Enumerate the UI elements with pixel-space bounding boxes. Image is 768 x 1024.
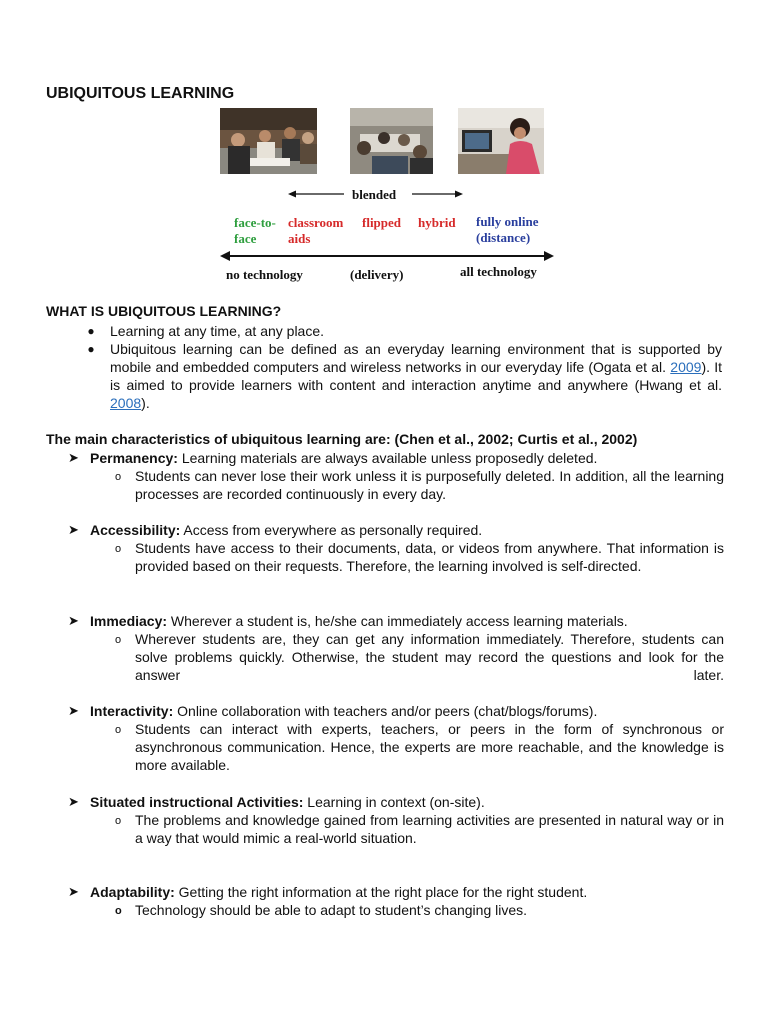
mode-flipped: flipped bbox=[362, 215, 402, 230]
axis-delivery: (delivery) bbox=[350, 267, 404, 282]
circle-bullet-icon: o bbox=[115, 543, 122, 555]
arrow-bullet-icon: ➤ bbox=[68, 703, 79, 718]
characteristic-permanency: ➤ Permanency: Learning materials are always available unless proposedly deleted. o Students can never lose their work unless it is purposefully deleted. In addition, all the learning processes are recorded continuously in every day. bbox=[68, 450, 724, 502]
mode-face-to-face: face-to- face bbox=[234, 215, 276, 246]
circle-bullet-icon: o bbox=[115, 471, 122, 483]
characteristic-immediacy: ➤ Immediacy: Wherever a student is, he/she can immediately access learning materials. o Wherever students are, they can get any information immediately. Therefore, students can solve problems quickly. Otherwise, the student may record the questions and look for the answer later. bbox=[68, 613, 724, 683]
axis-all-technology: all technology bbox=[460, 264, 537, 279]
mode-hybrid: hybrid bbox=[418, 215, 456, 230]
characteristic-adaptability: ➤ Adaptability: Getting the right information at the right place for the right student. o Technology should be able to adapt to student’s changing lives. bbox=[68, 884, 588, 918]
characteristics-heading: The main characteristics of ubiquitous learning are: (Chen et al., 2002; Curtis et al., 2002) bbox=[46, 431, 638, 447]
circle-bullet-icon: o bbox=[115, 634, 122, 646]
axis-no-technology: no technology bbox=[226, 267, 303, 282]
list-item: ● Ubiquitous learning can be defined as an everyday learning environment that is supported by mobile and embedded computers and wireless networks in our everyday life (Ogata et al. 2009). It is aimed to provide learners with content and interaction anytime and anywhere (Hwang et al. 2008). bbox=[110, 340, 722, 412]
bullet-dot-icon: ● bbox=[87, 342, 95, 356]
characteristic-interactivity: ➤ Interactivity: Online collaboration with teachers and/or peers (chat/blogs/forums). o Students can interact with experts, teachers, or peers in the form of synchronous or asynchronous communication. Hence, the experts are more reachable, and the knowledge is more available. bbox=[68, 703, 724, 773]
classroom-photo-1 bbox=[220, 108, 317, 174]
student-computer-photo bbox=[458, 108, 544, 174]
blended-label: blended bbox=[352, 187, 397, 202]
arrow-bullet-icon: ➤ bbox=[68, 794, 79, 809]
bullet-dot-icon: ● bbox=[87, 324, 95, 338]
arrow-bullet-icon: ➤ bbox=[68, 450, 79, 465]
characteristic-accessibility: ➤ Accessibility: Access from everywhere as personally required. o Students have access to their documents, data, or videos from anywhere. That information is provided based on their requests. Therefore, the learning involved is self-directed. bbox=[68, 522, 724, 574]
list-item: ● Learning at any time, at any place. bbox=[110, 322, 722, 340]
mode-fully-online: fully online (distance) bbox=[476, 214, 539, 245]
circle-bullet-icon: o bbox=[115, 724, 122, 736]
circle-bullet-icon: o bbox=[115, 905, 122, 917]
what-is-bullet-list bbox=[87, 322, 722, 412]
ogata-2009-link[interactable]: 2009 bbox=[670, 359, 702, 375]
arrow-bullet-icon: ➤ bbox=[68, 522, 79, 537]
characteristic-situated-activities: ➤ Situated instructional Activities: Learning in context (on-site). o The problems and knowledge gained from learning activities are presented in natural way or in a way that would mimic a real-world situation. bbox=[68, 794, 724, 846]
page-title: UBIQUITOUS LEARNING bbox=[46, 85, 235, 102]
arrow-bullet-icon: ➤ bbox=[68, 884, 79, 899]
arrow-bullet-icon: ➤ bbox=[68, 613, 79, 628]
circle-bullet-icon: o bbox=[115, 815, 122, 827]
classroom-photo-2 bbox=[350, 108, 433, 174]
hwang-2008-link[interactable]: 2008 bbox=[110, 395, 142, 411]
blended-learning-figure bbox=[220, 106, 554, 288]
what-is-heading: WHAT IS UBIQUITOUS LEARNING? bbox=[46, 303, 282, 319]
mode-classroom-aids: classroom aids bbox=[288, 215, 344, 246]
